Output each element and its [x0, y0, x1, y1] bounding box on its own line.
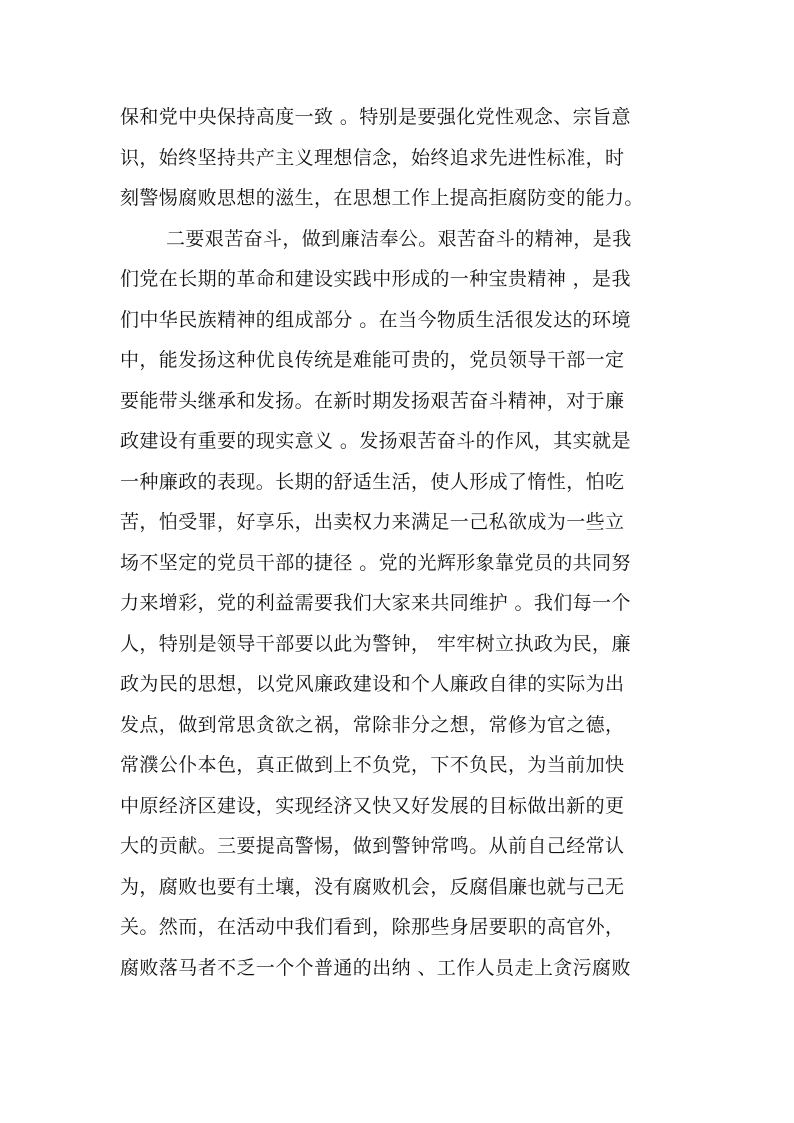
- text-line-13: 力来增彩，党的利益需要我们大家来共同维护 。我们每一个: [120, 592, 631, 614]
- text-line-7: 中，能发扬这种优良传统是难能可贵的，党员领导干部一定: [120, 349, 625, 371]
- text-line-19: 大的贡献。三要提高警惕，做到警钟常鸣。从前自己经常认: [120, 835, 625, 857]
- text-line-4-paragraph-start: 二要艰苦奋斗，做到廉洁奉公。艰苦奋斗的精神，是我: [166, 227, 632, 250]
- text-line-16: 发点，做到常思贪欲之祸，常除非分之想，常修为官之德，: [120, 713, 625, 736]
- text-line-1: 保和党中央保持高度一致 。特别是要强化党性观念、宗旨意: [120, 106, 631, 128]
- text-line-8: 要能带头继承和发扬。在新时期发扬艰苦奋斗精神，对于廉: [120, 389, 625, 412]
- text-line-2: 识，始终坚持共产主义理想信念，始终追求先进性标准，时: [120, 146, 625, 169]
- text-line-21: 关。然而，在活动中我们看到，除那些身居要职的高官外，: [120, 916, 625, 938]
- text-line-10: 一种廉政的表现。长期的舒适生活，使人形成了惰性，怕吃: [120, 470, 625, 493]
- text-line-14: 人，特别是领导干部要以此为警钟， 牢牢树立执政为民，廉: [120, 632, 631, 655]
- text-line-20: 为，腐败也要有土壤，没有腐败机会，反腐倡廉也就与己无: [120, 875, 625, 898]
- body-text: [120, 97, 710, 988]
- text-line-17: 常濮公仆本色，真正做到上不负党，下不负民，为当前加快: [120, 754, 625, 776]
- text-line-22: 腐败落马者不乏一个个普通的出纳 、工作人员走上贪污腐败: [120, 956, 631, 979]
- text-line-3: 刻警惕腐败思想的滋生，在思想工作上提高拒腐防变的能力。: [120, 187, 644, 209]
- text-line-12: 场不坚定的党员干部的捷径 。党的光辉形象靠党员的共同努: [120, 551, 631, 574]
- text-line-15: 政为民的思想，以党风廉政建设和个人廉政自律的实际为出: [120, 673, 625, 695]
- text-line-5: 们党在长期的革命和建设实践中形成的一种宝贵精神 ，是我: [120, 268, 631, 290]
- text-line-11: 苦，怕受罪，好享乐，出卖权力来满足一己私欲成为一些立: [120, 511, 625, 533]
- text-line-9: 政建设有重要的现实意义 。发扬艰苦奋斗的作风，其实就是: [120, 430, 631, 452]
- text-line-18: 中原经济区建设，实现经济又快又好发展的目标做出新的更: [120, 794, 625, 817]
- text-line-6: 们中华民族精神的组成部分 。在当今物质生活很发达的环境: [120, 308, 631, 331]
